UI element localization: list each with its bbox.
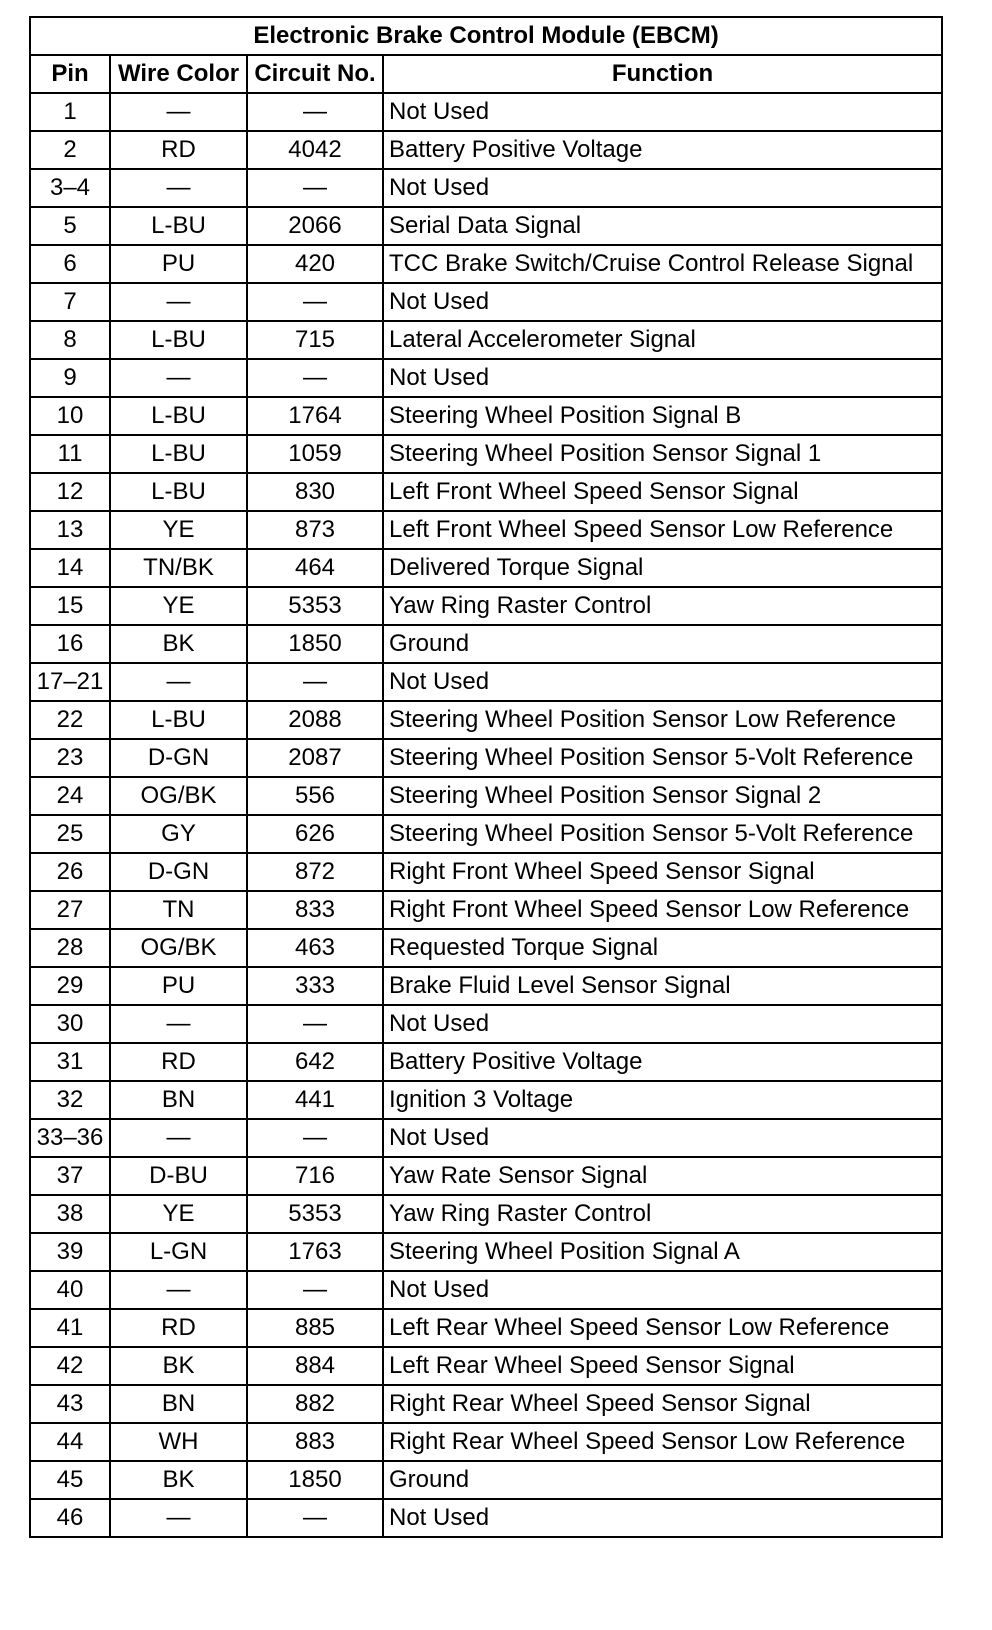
table-row	[30, 1461, 942, 1499]
wire-color-cell: OG/BK	[110, 777, 247, 815]
wire-color-cell: TN/BK	[110, 549, 247, 587]
wire-color-cell: RD	[110, 1043, 247, 1081]
function-cell: Steering Wheel Position Sensor 5-Volt Reference	[383, 815, 942, 853]
pin-cell: 22	[30, 701, 110, 739]
wire-color-cell: —	[110, 359, 247, 397]
table-row	[30, 1005, 942, 1043]
pin-cell: 7	[30, 283, 110, 321]
circuit-no-cell: 5353	[247, 587, 383, 625]
function-cell: Not Used	[383, 93, 942, 131]
function-cell: Not Used	[383, 169, 942, 207]
circuit-no-cell: 2088	[247, 701, 383, 739]
circuit-no-cell: 642	[247, 1043, 383, 1081]
table-row	[30, 1347, 942, 1385]
circuit-no-cell: —	[247, 93, 383, 131]
function-cell: Right Rear Wheel Speed Sensor Low Reference	[383, 1423, 942, 1461]
table-row	[30, 397, 942, 435]
table-row	[30, 435, 942, 473]
circuit-no-cell: —	[247, 1499, 383, 1537]
wire-color-cell: —	[110, 1005, 247, 1043]
table-row	[30, 929, 942, 967]
wire-color-cell: YE	[110, 587, 247, 625]
table-row	[30, 1271, 942, 1309]
table-row	[30, 967, 942, 1005]
function-cell: Battery Positive Voltage	[383, 1043, 942, 1081]
circuit-no-cell: —	[247, 1119, 383, 1157]
function-cell: Left Front Wheel Speed Sensor Low Reference	[383, 511, 942, 549]
pin-cell: 23	[30, 739, 110, 777]
table-body	[30, 93, 942, 1537]
function-cell: Ground	[383, 1461, 942, 1499]
wire-color-cell: —	[110, 1119, 247, 1157]
function-cell: Steering Wheel Position Sensor Signal 2	[383, 777, 942, 815]
circuit-no-cell: 882	[247, 1385, 383, 1423]
circuit-no-cell: —	[247, 283, 383, 321]
table-row	[30, 283, 942, 321]
wire-color-cell: —	[110, 169, 247, 207]
pin-cell: 1	[30, 93, 110, 131]
wire-color-cell: BK	[110, 625, 247, 663]
circuit-no-cell: —	[247, 663, 383, 701]
circuit-no-cell: 556	[247, 777, 383, 815]
circuit-no-cell: 885	[247, 1309, 383, 1347]
pin-cell: 43	[30, 1385, 110, 1423]
wire-color-cell: L-BU	[110, 321, 247, 359]
wire-color-cell: D-GN	[110, 739, 247, 777]
table-row	[30, 1499, 942, 1537]
pin-cell: 45	[30, 1461, 110, 1499]
function-cell: Ground	[383, 625, 942, 663]
circuit-no-cell: 441	[247, 1081, 383, 1119]
pin-cell: 26	[30, 853, 110, 891]
table-row	[30, 1423, 942, 1461]
table-row	[30, 321, 942, 359]
table-row	[30, 1043, 942, 1081]
table-row	[30, 131, 942, 169]
pin-cell: 17–21	[30, 663, 110, 701]
circuit-no-cell: —	[247, 359, 383, 397]
function-cell: Not Used	[383, 1005, 942, 1043]
circuit-no-cell: 420	[247, 245, 383, 283]
pin-cell: 33–36	[30, 1119, 110, 1157]
wire-color-cell: RD	[110, 1309, 247, 1347]
table-row	[30, 1233, 942, 1271]
circuit-no-cell: —	[247, 169, 383, 207]
pin-cell: 8	[30, 321, 110, 359]
function-cell: Right Rear Wheel Speed Sensor Signal	[383, 1385, 942, 1423]
table-row	[30, 549, 942, 587]
table-row	[30, 853, 942, 891]
ebcm-pinout-table	[29, 16, 943, 1538]
function-cell: Steering Wheel Position Sensor 5-Volt Reference	[383, 739, 942, 777]
circuit-no-cell: 1059	[247, 435, 383, 473]
pin-cell: 28	[30, 929, 110, 967]
pin-cell: 46	[30, 1499, 110, 1537]
function-cell: Left Rear Wheel Speed Sensor Low Reference	[383, 1309, 942, 1347]
circuit-no-cell: 883	[247, 1423, 383, 1461]
circuit-no-cell: 884	[247, 1347, 383, 1385]
table-row	[30, 245, 942, 283]
function-cell: Not Used	[383, 283, 942, 321]
pin-cell: 12	[30, 473, 110, 511]
circuit-no-cell: 1850	[247, 1461, 383, 1499]
table-row	[30, 815, 942, 853]
function-cell: Steering Wheel Position Sensor Low Reference	[383, 701, 942, 739]
pin-cell: 32	[30, 1081, 110, 1119]
pin-cell: 11	[30, 435, 110, 473]
header-wire-color: Wire Color	[110, 55, 247, 93]
function-cell: Right Front Wheel Speed Sensor Signal	[383, 853, 942, 891]
pin-cell: 27	[30, 891, 110, 929]
function-cell: Delivered Torque Signal	[383, 549, 942, 587]
wire-color-cell: —	[110, 663, 247, 701]
wire-color-cell: BN	[110, 1385, 247, 1423]
pin-cell: 40	[30, 1271, 110, 1309]
pin-cell: 14	[30, 549, 110, 587]
table-row	[30, 1081, 942, 1119]
table-row	[30, 1309, 942, 1347]
wire-color-cell: PU	[110, 245, 247, 283]
wire-color-cell: RD	[110, 131, 247, 169]
circuit-no-cell: 1764	[247, 397, 383, 435]
circuit-no-cell: 2087	[247, 739, 383, 777]
function-cell: Requested Torque Signal	[383, 929, 942, 967]
wire-color-cell: YE	[110, 511, 247, 549]
circuit-no-cell: 716	[247, 1157, 383, 1195]
table-row	[30, 663, 942, 701]
circuit-no-cell: 872	[247, 853, 383, 891]
circuit-no-cell: 833	[247, 891, 383, 929]
function-cell: Yaw Ring Raster Control	[383, 1195, 942, 1233]
function-cell: Ignition 3 Voltage	[383, 1081, 942, 1119]
table-row	[30, 1119, 942, 1157]
table-row	[30, 207, 942, 245]
wire-color-cell: OG/BK	[110, 929, 247, 967]
pin-cell: 3–4	[30, 169, 110, 207]
function-cell: Not Used	[383, 663, 942, 701]
function-cell: TCC Brake Switch/Cruise Control Release Signal	[383, 245, 942, 283]
wire-color-cell: —	[110, 283, 247, 321]
header-function: Function	[383, 55, 942, 93]
wire-color-cell: GY	[110, 815, 247, 853]
wire-color-cell: L-BU	[110, 207, 247, 245]
pin-cell: 15	[30, 587, 110, 625]
pin-cell: 24	[30, 777, 110, 815]
circuit-no-cell: 830	[247, 473, 383, 511]
pin-cell: 2	[30, 131, 110, 169]
circuit-no-cell: 333	[247, 967, 383, 1005]
pin-cell: 9	[30, 359, 110, 397]
function-cell: Steering Wheel Position Signal B	[383, 397, 942, 435]
wire-color-cell: PU	[110, 967, 247, 1005]
pin-cell: 31	[30, 1043, 110, 1081]
circuit-no-cell: 4042	[247, 131, 383, 169]
wire-color-cell: D-GN	[110, 853, 247, 891]
circuit-no-cell: 2066	[247, 207, 383, 245]
pin-cell: 39	[30, 1233, 110, 1271]
circuit-no-cell: 1763	[247, 1233, 383, 1271]
circuit-no-cell: 715	[247, 321, 383, 359]
table-row	[30, 359, 942, 397]
wire-color-cell: L-BU	[110, 473, 247, 511]
circuit-no-cell: 464	[247, 549, 383, 587]
pin-cell: 13	[30, 511, 110, 549]
table-row	[30, 587, 942, 625]
function-cell: Serial Data Signal	[383, 207, 942, 245]
circuit-no-cell: 1850	[247, 625, 383, 663]
function-cell: Not Used	[383, 1119, 942, 1157]
table-row	[30, 739, 942, 777]
function-cell: Left Front Wheel Speed Sensor Signal	[383, 473, 942, 511]
pin-cell: 41	[30, 1309, 110, 1347]
function-cell: Brake Fluid Level Sensor Signal	[383, 967, 942, 1005]
header-row	[30, 55, 942, 93]
wire-color-cell: WH	[110, 1423, 247, 1461]
pin-cell: 42	[30, 1347, 110, 1385]
wire-color-cell: BK	[110, 1347, 247, 1385]
table-title: Electronic Brake Control Module (EBCM)	[30, 17, 942, 55]
circuit-no-cell: 873	[247, 511, 383, 549]
wire-color-cell: D-BU	[110, 1157, 247, 1195]
function-cell: Not Used	[383, 359, 942, 397]
wire-color-cell: L-BU	[110, 435, 247, 473]
table-row	[30, 777, 942, 815]
table-row	[30, 93, 942, 131]
circuit-no-cell: 5353	[247, 1195, 383, 1233]
table-row	[30, 511, 942, 549]
wire-color-cell: BN	[110, 1081, 247, 1119]
wire-color-cell: TN	[110, 891, 247, 929]
table-row	[30, 473, 942, 511]
header-circuit-no: Circuit No.	[247, 55, 383, 93]
pin-cell: 38	[30, 1195, 110, 1233]
function-cell: Yaw Ring Raster Control	[383, 587, 942, 625]
wire-color-cell: L-BU	[110, 397, 247, 435]
table-row	[30, 1157, 942, 1195]
pin-cell: 25	[30, 815, 110, 853]
table-row	[30, 701, 942, 739]
table-row	[30, 169, 942, 207]
table-row	[30, 891, 942, 929]
pin-cell: 5	[30, 207, 110, 245]
function-cell: Not Used	[383, 1271, 942, 1309]
wire-color-cell: L-GN	[110, 1233, 247, 1271]
table-row	[30, 625, 942, 663]
function-cell: Left Rear Wheel Speed Sensor Signal	[383, 1347, 942, 1385]
pin-cell: 6	[30, 245, 110, 283]
function-cell: Not Used	[383, 1499, 942, 1537]
function-cell: Steering Wheel Position Sensor Signal 1	[383, 435, 942, 473]
wire-color-cell: YE	[110, 1195, 247, 1233]
wire-color-cell: L-BU	[110, 701, 247, 739]
wire-color-cell: BK	[110, 1461, 247, 1499]
title-row	[30, 17, 942, 55]
pin-cell: 29	[30, 967, 110, 1005]
function-cell: Steering Wheel Position Signal A	[383, 1233, 942, 1271]
pin-cell: 16	[30, 625, 110, 663]
header-pin: Pin	[30, 55, 110, 93]
circuit-no-cell: 626	[247, 815, 383, 853]
pin-cell: 37	[30, 1157, 110, 1195]
pin-cell: 10	[30, 397, 110, 435]
function-cell: Battery Positive Voltage	[383, 131, 942, 169]
circuit-no-cell: —	[247, 1271, 383, 1309]
pin-cell: 30	[30, 1005, 110, 1043]
wire-color-cell: —	[110, 1499, 247, 1537]
pin-cell: 44	[30, 1423, 110, 1461]
function-cell: Lateral Accelerometer Signal	[383, 321, 942, 359]
wire-color-cell: —	[110, 1271, 247, 1309]
wire-color-cell: —	[110, 93, 247, 131]
function-cell: Right Front Wheel Speed Sensor Low Reference	[383, 891, 942, 929]
table-row	[30, 1385, 942, 1423]
table-row	[30, 1195, 942, 1233]
circuit-no-cell: —	[247, 1005, 383, 1043]
circuit-no-cell: 463	[247, 929, 383, 967]
function-cell: Yaw Rate Sensor Signal	[383, 1157, 942, 1195]
